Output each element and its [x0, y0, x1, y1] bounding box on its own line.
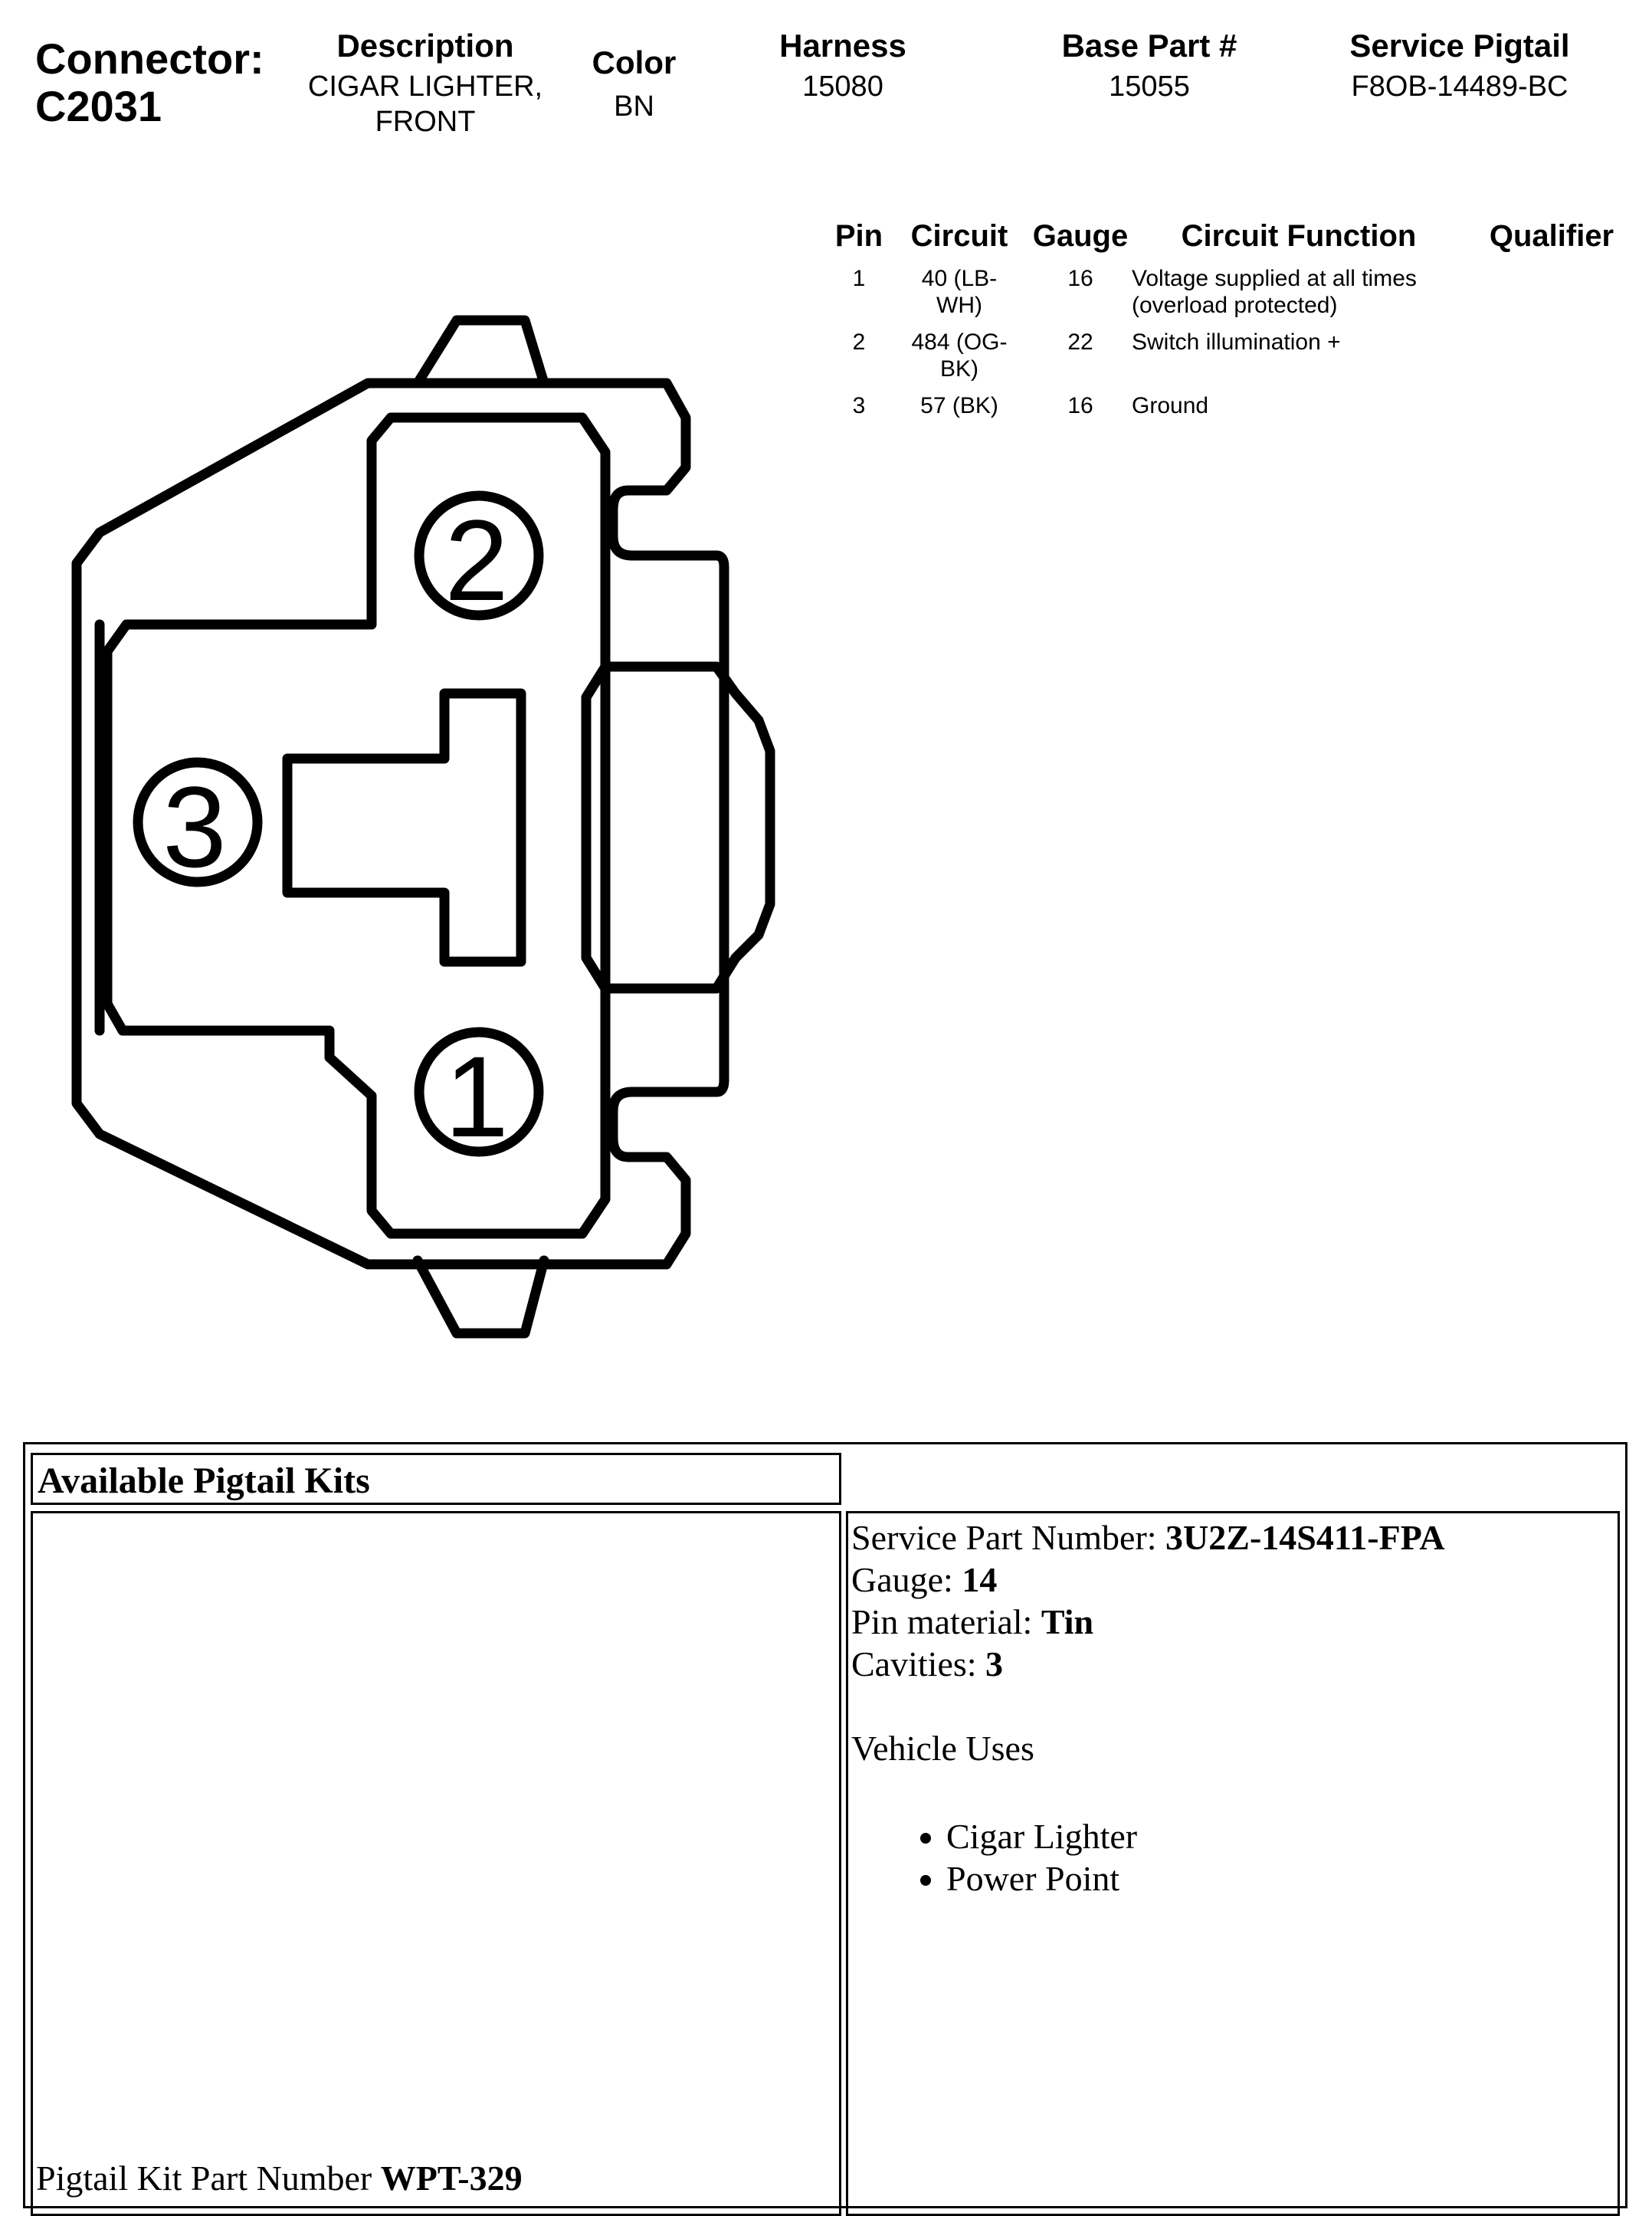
function-header: Circuit Function — [1181, 219, 1417, 253]
vehicle-uses-list — [851, 1815, 1445, 1900]
description-value-line1: CIGAR LIGHTER, — [307, 70, 543, 103]
circuit-header: Circuit — [910, 219, 1008, 253]
base-part-label: Base Part # — [1061, 28, 1237, 64]
gauge-value: 14 — [962, 1560, 998, 1599]
cavities-label: Cavities: — [851, 1644, 986, 1683]
color-value: BN — [614, 90, 654, 123]
pigtail-image-cell — [31, 1511, 841, 2216]
gauge-label: Gauge: — [851, 1560, 962, 1599]
pin-1-label: 1 — [444, 1032, 509, 1161]
base-part-value: 15055 — [1109, 70, 1190, 103]
circuit-cell-line1: 484 (OG- — [911, 329, 1008, 355]
gauge-cell: 16 — [1067, 393, 1093, 418]
service-part-number-label: Service Part Number: — [851, 1518, 1166, 1557]
bottom-latch — [418, 1260, 544, 1333]
function-cell-line2: (overload protected) — [1132, 293, 1338, 318]
pin-cell: 2 — [852, 329, 866, 355]
kit-part-label: Pigtail Kit Part Number — [36, 2159, 381, 2198]
pin-material-label: Pin material: — [851, 1602, 1041, 1641]
function-cell: Ground — [1132, 393, 1209, 418]
circuit-cell-line2: BK) — [939, 356, 978, 382]
pigtail-kit-part-number — [36, 2157, 523, 2199]
list-item: • Power Point — [946, 1857, 1445, 1900]
pigtail-kits-title-cell — [31, 1453, 841, 1505]
right-lock — [586, 667, 770, 988]
gauge-cell: 16 — [1067, 266, 1093, 291]
kit-part-value: WPT-329 — [380, 2159, 523, 2198]
circuit-cell-line2: WH) — [936, 293, 982, 318]
pigtail-kits-title: Available Pigtail Kits — [38, 1460, 370, 1501]
pin-header: Pin — [834, 219, 883, 253]
qualifier-header: Qualifier — [1489, 219, 1614, 253]
gauge-cell: 22 — [1067, 329, 1093, 355]
center-key — [287, 693, 521, 962]
circuit-cell: 57 (BK) — [920, 393, 998, 418]
top-latch — [418, 320, 544, 383]
pigtail-details — [851, 1516, 1445, 1900]
harness-label: Harness — [779, 28, 906, 64]
service-pigtail-label: Service Pigtail — [1349, 28, 1570, 64]
circuit-cell-line1: 40 (LB- — [921, 266, 998, 291]
function-cell-line1: Switch illumination + — [1132, 329, 1341, 355]
pin-cell: 3 — [852, 393, 866, 418]
connector-label: Connector: — [35, 34, 264, 83]
harness-value: 15080 — [802, 70, 883, 103]
list-item: • Cigar Lighter — [946, 1815, 1445, 1857]
gauge-header: Gauge — [1032, 219, 1129, 253]
service-pigtail-value: F8OB-14489-BC — [1351, 70, 1568, 103]
pigtail-details-cell — [846, 1511, 1620, 2216]
color-label: Color — [592, 44, 677, 80]
pin-2-label: 2 — [444, 496, 509, 624]
service-part-number-value: 3U2Z-14S411-FPA — [1165, 1518, 1445, 1557]
pin-material-value: Tin — [1041, 1602, 1094, 1641]
description-value-line2: FRONT — [375, 106, 476, 138]
description-label: Description — [336, 28, 514, 64]
vehicle-uses-label: Vehicle Uses — [851, 1729, 1034, 1768]
gauge-line — [851, 1559, 1445, 1601]
cavities-value: 3 — [985, 1644, 1004, 1683]
pin-3-label: 3 — [162, 762, 227, 891]
cavities-line — [851, 1643, 1445, 1685]
pin-cell: 1 — [852, 266, 866, 291]
function-cell-line1: Voltage supplied at all times — [1132, 266, 1417, 291]
service-part-number-line — [851, 1516, 1445, 1559]
pin-material-line — [851, 1601, 1445, 1643]
connector-id: C2031 — [35, 82, 162, 130]
